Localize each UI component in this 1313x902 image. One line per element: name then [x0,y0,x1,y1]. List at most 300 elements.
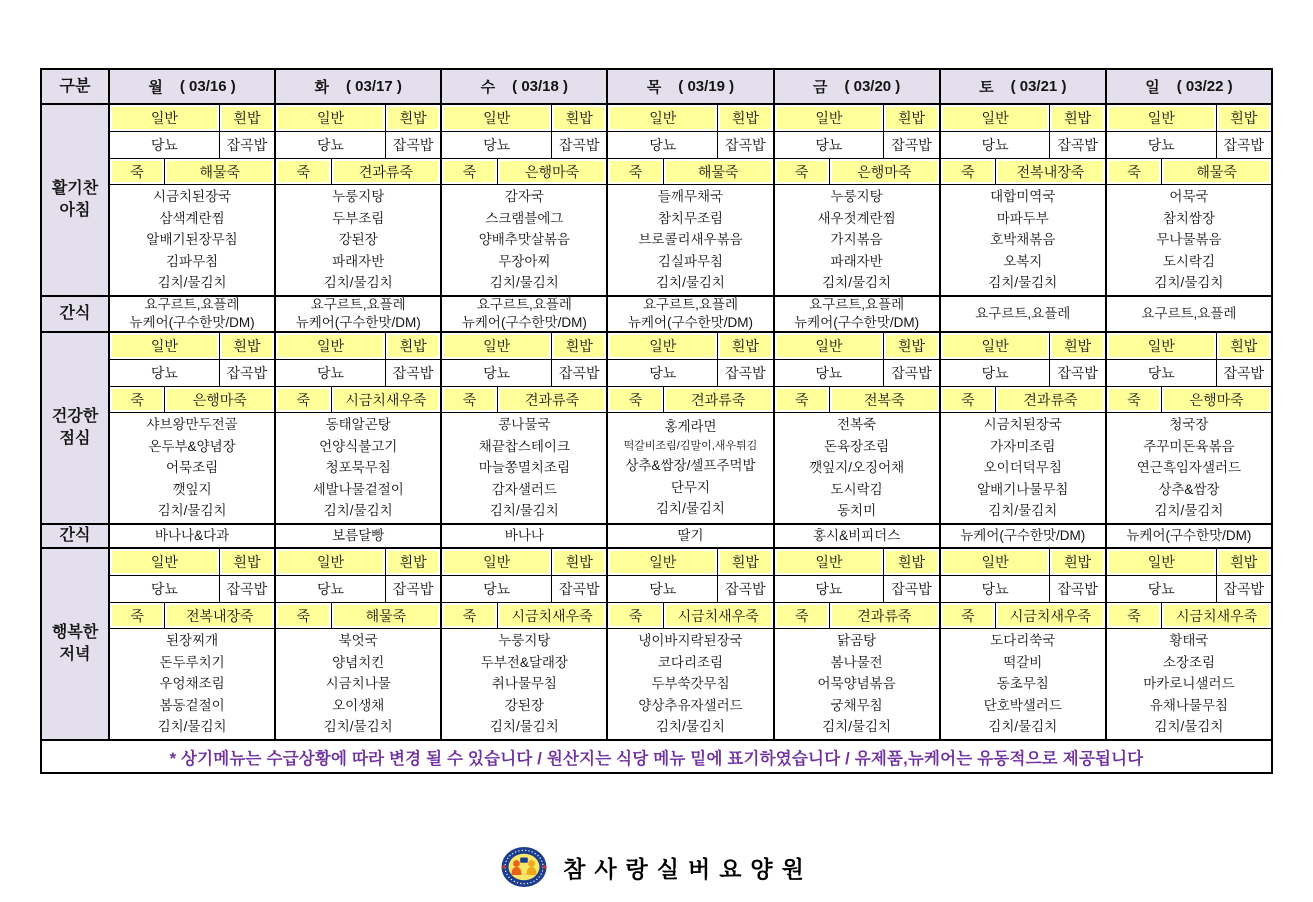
porridge-row [608,159,772,185]
rice-type-multigrain: 잡곡밥 [717,132,772,158]
rice-type-row-alt [941,360,1105,387]
menu-item: 청국장 [1169,417,1209,433]
porridge-label: 죽 [442,603,496,628]
porridge-label: 죽 [608,387,662,412]
menu-item: 가지볶음 [830,232,883,248]
day-of-week-label: 수 [480,79,496,96]
rice-type-general: 일반 [276,549,385,575]
rice-type-row-alt [110,360,274,387]
day-header-cell-5 [939,70,1105,103]
rice-type-diabetes: 당뇨 [316,137,345,153]
rice-type-general: 일반 [442,549,551,575]
rice-type-general: 일반 [775,105,884,131]
rice-type-multigrain: 잡곡밥 [1049,360,1104,386]
section-label-line: 점심 [59,430,91,447]
porridge-row [442,603,606,629]
menu-item: 김실파무침 [657,253,724,269]
porridge-name: 견과류죽 [331,159,441,184]
rice-type-general: 일반 [1107,105,1216,131]
snack-am-day-cell-2 [440,297,606,331]
menu-item: 무장아찌 [498,253,551,269]
rice-type-row [941,549,1105,576]
menu-list [941,413,1105,523]
menu-item: 김치/물김치 [656,275,725,291]
rice-type-row-alt [110,132,274,159]
day-of-week-label: 토 [979,79,994,96]
rice-type-white-rice: 흰밥 [385,333,440,359]
rice-type-row [276,333,440,360]
rice-type-general: 일반 [941,105,1050,131]
section-label-line: 건강한 [51,408,99,426]
rice-type-diabetes: 당뇨 [483,365,511,381]
rice-type-multigrain: 잡곡밥 [1216,132,1271,158]
menu-item: 동치미 [837,503,877,519]
rice-type-diabetes: 당뇨 [483,581,511,597]
day-header-cell-1 [274,70,440,103]
rice-type-general: 일반 [276,333,385,359]
rice-type-row-alt [941,132,1105,159]
menu-item: 도시락김 [830,481,883,497]
rice-type-diabetes: 당뇨 [483,137,511,153]
chamsarang-silver-emblem-icon [500,846,548,888]
lunch-day-cell-5 [939,333,1105,523]
rice-type-row-alt [1107,576,1271,603]
menu-item: 삼색계란찜 [159,210,225,226]
rice-type-white-rice: 흰밥 [883,105,938,131]
porridge-row [442,159,606,185]
branding-footer [0,846,1313,888]
lunch-day-cell-3 [606,333,772,523]
menu-item: 동태알곤탕 [325,417,391,433]
menu-item: 오복지 [1003,253,1043,269]
rice-type-white-rice: 흰밥 [219,549,274,575]
dinner-day-cell-3 [606,549,772,739]
dinner-day-cell-4 [773,549,939,739]
menu-list [276,413,440,523]
menu-item: 채끝찹스테이크 [478,438,570,454]
menu-item: 김치/물김치 [822,719,892,735]
porridge-name: 전복죽 [829,387,939,412]
porridge-row [941,387,1105,413]
rice-type-row-alt [276,132,440,159]
rice-type-row [775,333,939,360]
menu-item: 도시락김 [1162,253,1215,269]
rice-type-row-alt [276,576,440,603]
menu-item: 연근흑임자샐러드 [1136,460,1242,476]
footer-row [42,739,1271,772]
rice-type-row-alt [276,360,440,387]
day-date-label: ( 03/16 ) [179,78,236,95]
menu-list [608,629,772,739]
snack-item: 뉴케어(구수한맛/DM) [295,315,421,330]
rice-type-multigrain: 잡곡밥 [717,360,772,386]
rice-type-row-alt [110,576,274,603]
rice-type-general: 일반 [442,333,551,359]
rice-type-general: 일반 [608,549,717,575]
menu-item: 콩나물국 [498,417,551,433]
day-date-label: ( 03/18 ) [512,78,569,95]
menu-list [941,185,1105,295]
rice-type-white-rice: 흰밥 [1216,549,1271,575]
porridge-label: 죽 [276,159,330,184]
rice-type-multigrain: 잡곡밥 [385,360,440,386]
rice-type-diabetes: 당뇨 [1147,581,1175,597]
porridge-row [110,387,274,413]
porridge-row [775,387,939,413]
snack-item: 뉴케어(구수한맛/DM) [461,315,587,330]
rice-type-general: 일반 [775,549,884,575]
porridge-label: 죽 [110,387,164,412]
day-header-cell-6 [1105,70,1271,103]
rice-type-general: 일반 [1107,333,1216,359]
rice-type-row [110,333,274,360]
porridge-name: 견과류죽 [663,387,773,412]
menu-item: 참치무조림 [657,210,724,226]
porridge-label: 죽 [442,159,496,184]
rice-type-row [442,105,606,132]
menu-list [775,629,939,739]
snack-pm-day-cell-2 [440,525,606,547]
menu-item: 김치/물김치 [157,503,227,519]
snack-item: 요구르트,요플레 [144,297,240,313]
menu-list [941,629,1105,739]
section-label-line: 행복한 [51,624,99,642]
snack-item: 요구르트,요플레 [476,297,572,313]
porridge-label: 죽 [1107,603,1161,628]
section-row-dinner [42,547,1271,739]
section-label-lunch [42,333,108,523]
section-row-lunch [42,331,1271,523]
menu-item: 김치/물김치 [988,503,1058,519]
menu-list [608,413,772,523]
day-header-cell-2 [440,70,606,103]
menu-item: 코다리조림 [657,654,724,670]
rice-type-diabetes: 당뇨 [981,581,1009,597]
rice-type-multigrain: 잡곡밥 [883,576,938,602]
snack-item: 요구르트,요플레 [975,306,1071,322]
porridge-name: 전복내장죽 [995,159,1105,184]
menu-item: 두부전&달래장 [480,654,568,670]
rice-type-diabetes: 당뇨 [1147,137,1175,153]
menu-item: 소장조림 [1162,654,1215,670]
rice-type-row-alt [941,576,1105,603]
menu-item: 취나물무침 [491,676,557,692]
rice-type-diabetes: 당뇨 [150,137,178,153]
breakfast-day-cell-0 [108,105,274,295]
rice-type-general: 일반 [110,105,219,131]
rice-type-multigrain: 잡곡밥 [883,360,938,386]
rice-type-row-alt [1107,132,1271,159]
rice-type-general: 일반 [442,105,551,131]
rice-type-row-alt [442,132,606,159]
rice-type-row [1107,549,1271,576]
section-label-snack-pm: 간식 [42,525,108,547]
breakfast-day-cell-4 [773,105,939,295]
rice-type-white-rice: 흰밥 [551,333,606,359]
menu-item: 스크램블에그 [485,210,564,226]
menu-item: 무나물볶음 [1156,232,1222,248]
footer-note: * 상기메뉴는 수급상황에 따라 변경 될 수 있습니다 / 원산지는 식당 메뉴 밑에 표기하였습니다 / 유제품,뉴케어는 유동적으로 제공됩니다 [42,741,1271,772]
rice-type-white-rice: 흰밥 [1216,333,1271,359]
rice-type-diabetes: 당뇨 [1147,365,1175,381]
section-row-breakfast [42,103,1271,295]
rice-type-white-rice: 흰밥 [385,105,440,131]
snack-item: 뉴케어(구수한맛/DM) [960,528,1086,544]
snack-item: 뉴케어(구수한맛/DM) [1126,528,1252,544]
rice-type-white-rice: 흰밥 [551,105,606,131]
menu-item: 김치/물김치 [988,719,1058,735]
dinner-day-cell-5 [939,549,1105,739]
porridge-row [1107,387,1271,413]
rice-type-general: 일반 [941,549,1050,575]
porridge-label: 죽 [110,159,164,184]
breakfast-day-cell-5 [939,105,1105,295]
menu-item: 호박채볶음 [990,232,1056,248]
porridge-name: 시금치새우죽 [995,603,1105,628]
day-of-week-label: 화 [314,79,330,96]
menu-item: 강된장 [338,232,378,248]
rice-type-row [276,105,440,132]
snack-am-day-cell-5 [939,297,1105,331]
rice-type-multigrain: 잡곡밥 [219,576,274,602]
menu-item: 궁채무침 [830,697,883,713]
rice-type-diabetes: 당뇨 [815,581,843,597]
porridge-row [110,159,274,185]
menu-item: 알배기된장무침 [146,232,238,248]
menu-item: 깻잎지 [172,481,212,497]
menu-item: 홍게라면 [664,419,717,435]
rice-type-general: 일반 [608,333,717,359]
snack-item: 뉴케어(구수한맛/DM) [627,315,753,330]
porridge-name: 은행마죽 [497,159,607,184]
snack-item: 바나나&다과 [154,528,230,544]
snack-item: 요구르트,요플레 [1141,306,1237,322]
breakfast-day-cell-2 [440,105,606,295]
menu-item: 샤브왕만두전골 [146,417,238,433]
rice-type-diabetes: 당뇨 [316,365,345,381]
section-label-snack-am: 간식 [42,297,108,331]
rice-type-diabetes: 당뇨 [150,581,178,597]
rice-type-white-rice: 흰밥 [551,549,606,575]
menu-item: 도다리쑥국 [990,633,1056,649]
snack-item: 바나나 [504,528,544,544]
menu-item: 누룽지탕 [332,189,385,205]
rice-type-general: 일반 [276,105,385,131]
porridge-label: 죽 [110,603,164,628]
rice-type-row [608,333,772,360]
day-date-label: ( 03/17 ) [346,78,402,95]
porridge-label: 죽 [608,603,662,628]
menu-item: 우엉채조림 [159,676,225,692]
porridge-row [110,603,274,629]
rice-type-diabetes: 당뇨 [649,365,677,381]
dinner-day-cell-2 [440,549,606,739]
lunch-day-cell-0 [108,333,274,523]
section-label-dinner [42,549,108,739]
snack-item: 보름달빵 [332,528,385,544]
porridge-label: 죽 [941,387,995,412]
rice-type-white-rice: 흰밥 [717,105,772,131]
menu-item: 강된장 [504,697,544,713]
menu-item: 양상추유자샐러드 [638,697,743,713]
breakfast-day-cell-1 [274,105,440,295]
porridge-row [1107,603,1271,629]
menu-item: 들깨무채국 [657,189,724,205]
menu-item: 어묵조림 [165,460,219,476]
rice-type-row [110,549,274,576]
rice-type-diabetes: 당뇨 [649,137,677,153]
porridge-name: 시금치새우죽 [497,603,607,628]
menu-item: 돈육장조림 [824,438,890,454]
menu-item: 시금치된장국 [152,189,232,205]
section-label-line: 저녁 [59,646,91,663]
rice-type-multigrain: 잡곡밥 [219,360,274,386]
porridge-label: 죽 [775,159,829,184]
menu-item: 어묵국 [1169,189,1209,205]
porridge-name: 견과류죽 [829,603,939,628]
porridge-label: 죽 [941,159,995,184]
snack-item: 뉴케어(구수한맛/DM) [794,315,920,330]
porridge-name: 시금치새우죽 [331,387,441,412]
menu-item: 대합미역국 [990,189,1056,205]
menu-list [276,629,440,739]
rice-type-white-rice: 흰밥 [1049,333,1104,359]
section-label-line: 활기찬 [51,180,99,198]
menu-item: 김치/물김치 [656,719,725,735]
menu-list [110,629,274,739]
menu-item: 알배기나물무침 [977,481,1069,497]
rice-type-row [941,105,1105,132]
snack-pm-day-cell-0 [108,525,274,547]
rice-type-general: 일반 [608,105,717,131]
menu-item: 양념치킨 [332,654,385,670]
rice-type-white-rice: 흰밥 [1049,105,1104,131]
menu-item: 가자미조림 [990,438,1056,454]
section-label-line: 아침 [59,202,91,219]
rice-type-row-alt [608,360,772,387]
menu-item: 세발나물겉절이 [312,481,404,497]
lunch-day-cell-4 [773,333,939,523]
menu-item: 브로콜리새우볶음 [638,232,743,248]
day-date-label: ( 03/21 ) [1010,78,1067,95]
section-row-snack-am [42,295,1271,331]
menu-item: 김치/물김치 [489,503,559,519]
menu-item: 온두부&양념장 [148,438,236,454]
rice-type-diabetes: 당뇨 [815,365,843,381]
menu-item: 오이생채 [332,697,385,713]
menu-item: 돈두루치기 [159,654,225,670]
porridge-row [608,603,772,629]
menu-item: 김치/물김치 [489,719,559,735]
day-header-cell-0 [108,70,274,103]
porridge-name: 견과류죽 [995,387,1105,412]
rice-type-white-rice: 흰밥 [717,549,772,575]
day-of-week-label: 월 [148,79,163,96]
porridge-name: 은행마죽 [829,159,939,184]
rice-type-diabetes: 당뇨 [316,581,345,597]
menu-list [775,185,939,295]
lunch-day-cell-6 [1105,333,1271,523]
rice-type-row [442,333,606,360]
dinner-day-cell-1 [274,549,440,739]
menu-item: 김치/물김치 [157,719,227,735]
porridge-label: 죽 [775,387,829,412]
day-header-cell-3 [606,70,772,103]
menu-item: 김치/물김치 [1154,503,1224,519]
section-row-snack-pm [42,523,1271,547]
porridge-name: 은행마죽 [1161,387,1271,412]
rice-type-general: 일반 [775,333,884,359]
snack-item: 요구르트,요플레 [642,297,739,313]
snack-am-day-cell-3 [606,297,772,331]
porridge-label: 죽 [608,159,662,184]
porridge-name: 전복내장죽 [164,603,274,628]
dinner-day-cell-6 [1105,549,1271,739]
snack-am-day-cell-4 [773,297,939,331]
menu-item: 누룽지탕 [830,189,883,205]
menu-list [110,185,274,295]
rice-type-multigrain: 잡곡밥 [219,132,274,158]
menu-list [775,413,939,523]
snack-am-day-cell-0 [108,297,274,331]
rice-type-diabetes: 당뇨 [150,365,178,381]
menu-item: 냉이바지락된장국 [638,633,743,649]
rice-type-general: 일반 [110,549,219,575]
menu-item: 누룽지탕 [498,633,551,649]
rice-type-multigrain: 잡곡밥 [717,576,772,602]
porridge-label: 죽 [276,387,330,412]
rice-type-row-alt [775,360,939,387]
menu-item: 유채나물무침 [1149,697,1229,713]
weekly-meal-plan-table [40,68,1273,774]
menu-item: 감자샐러드 [491,481,557,497]
rice-type-multigrain: 잡곡밥 [551,132,606,158]
porridge-row [775,159,939,185]
day-of-week-label: 일 [1145,79,1160,96]
menu-item: 참치쌈장 [1162,210,1215,226]
menu-item: 두부조림 [332,210,385,226]
porridge-row [276,603,440,629]
menu-item: 황태국 [1169,633,1209,649]
porridge-name: 시금치새우죽 [1161,603,1271,628]
rice-type-row [110,105,274,132]
dinner-day-cell-0 [108,549,274,739]
org-name: 참사랑실버요양원 [563,855,813,882]
menu-item: 새우젓계란찜 [817,210,896,226]
menu-list [608,185,772,295]
menu-item: 김치/물김치 [1154,719,1224,735]
menu-item: 김치/물김치 [323,719,393,735]
menu-list [442,629,606,739]
menu-item: 마카로니샐러드 [1143,676,1235,692]
rice-type-white-rice: 흰밥 [883,333,938,359]
snack-pm-day-cell-4 [773,525,939,547]
porridge-name: 은행마죽 [164,387,274,412]
rice-type-multigrain: 잡곡밥 [551,360,606,386]
porridge-label: 죽 [442,387,496,412]
day-date-label: ( 03/22 ) [1176,78,1233,95]
menu-item: 어묵양념볶음 [817,676,896,692]
menu-item: 김치/물김치 [656,501,725,517]
menu-item: 김파무침 [165,253,219,269]
day-header-cell-4 [773,70,939,103]
snack-am-day-cell-6 [1105,297,1271,331]
menu-item: 김치/물김치 [489,275,559,291]
porridge-row [276,159,440,185]
snack-item: 뉴케어(구수한맛/DM) [129,315,255,330]
snack-pm-day-cell-6 [1105,525,1271,547]
rice-type-general: 일반 [110,333,219,359]
